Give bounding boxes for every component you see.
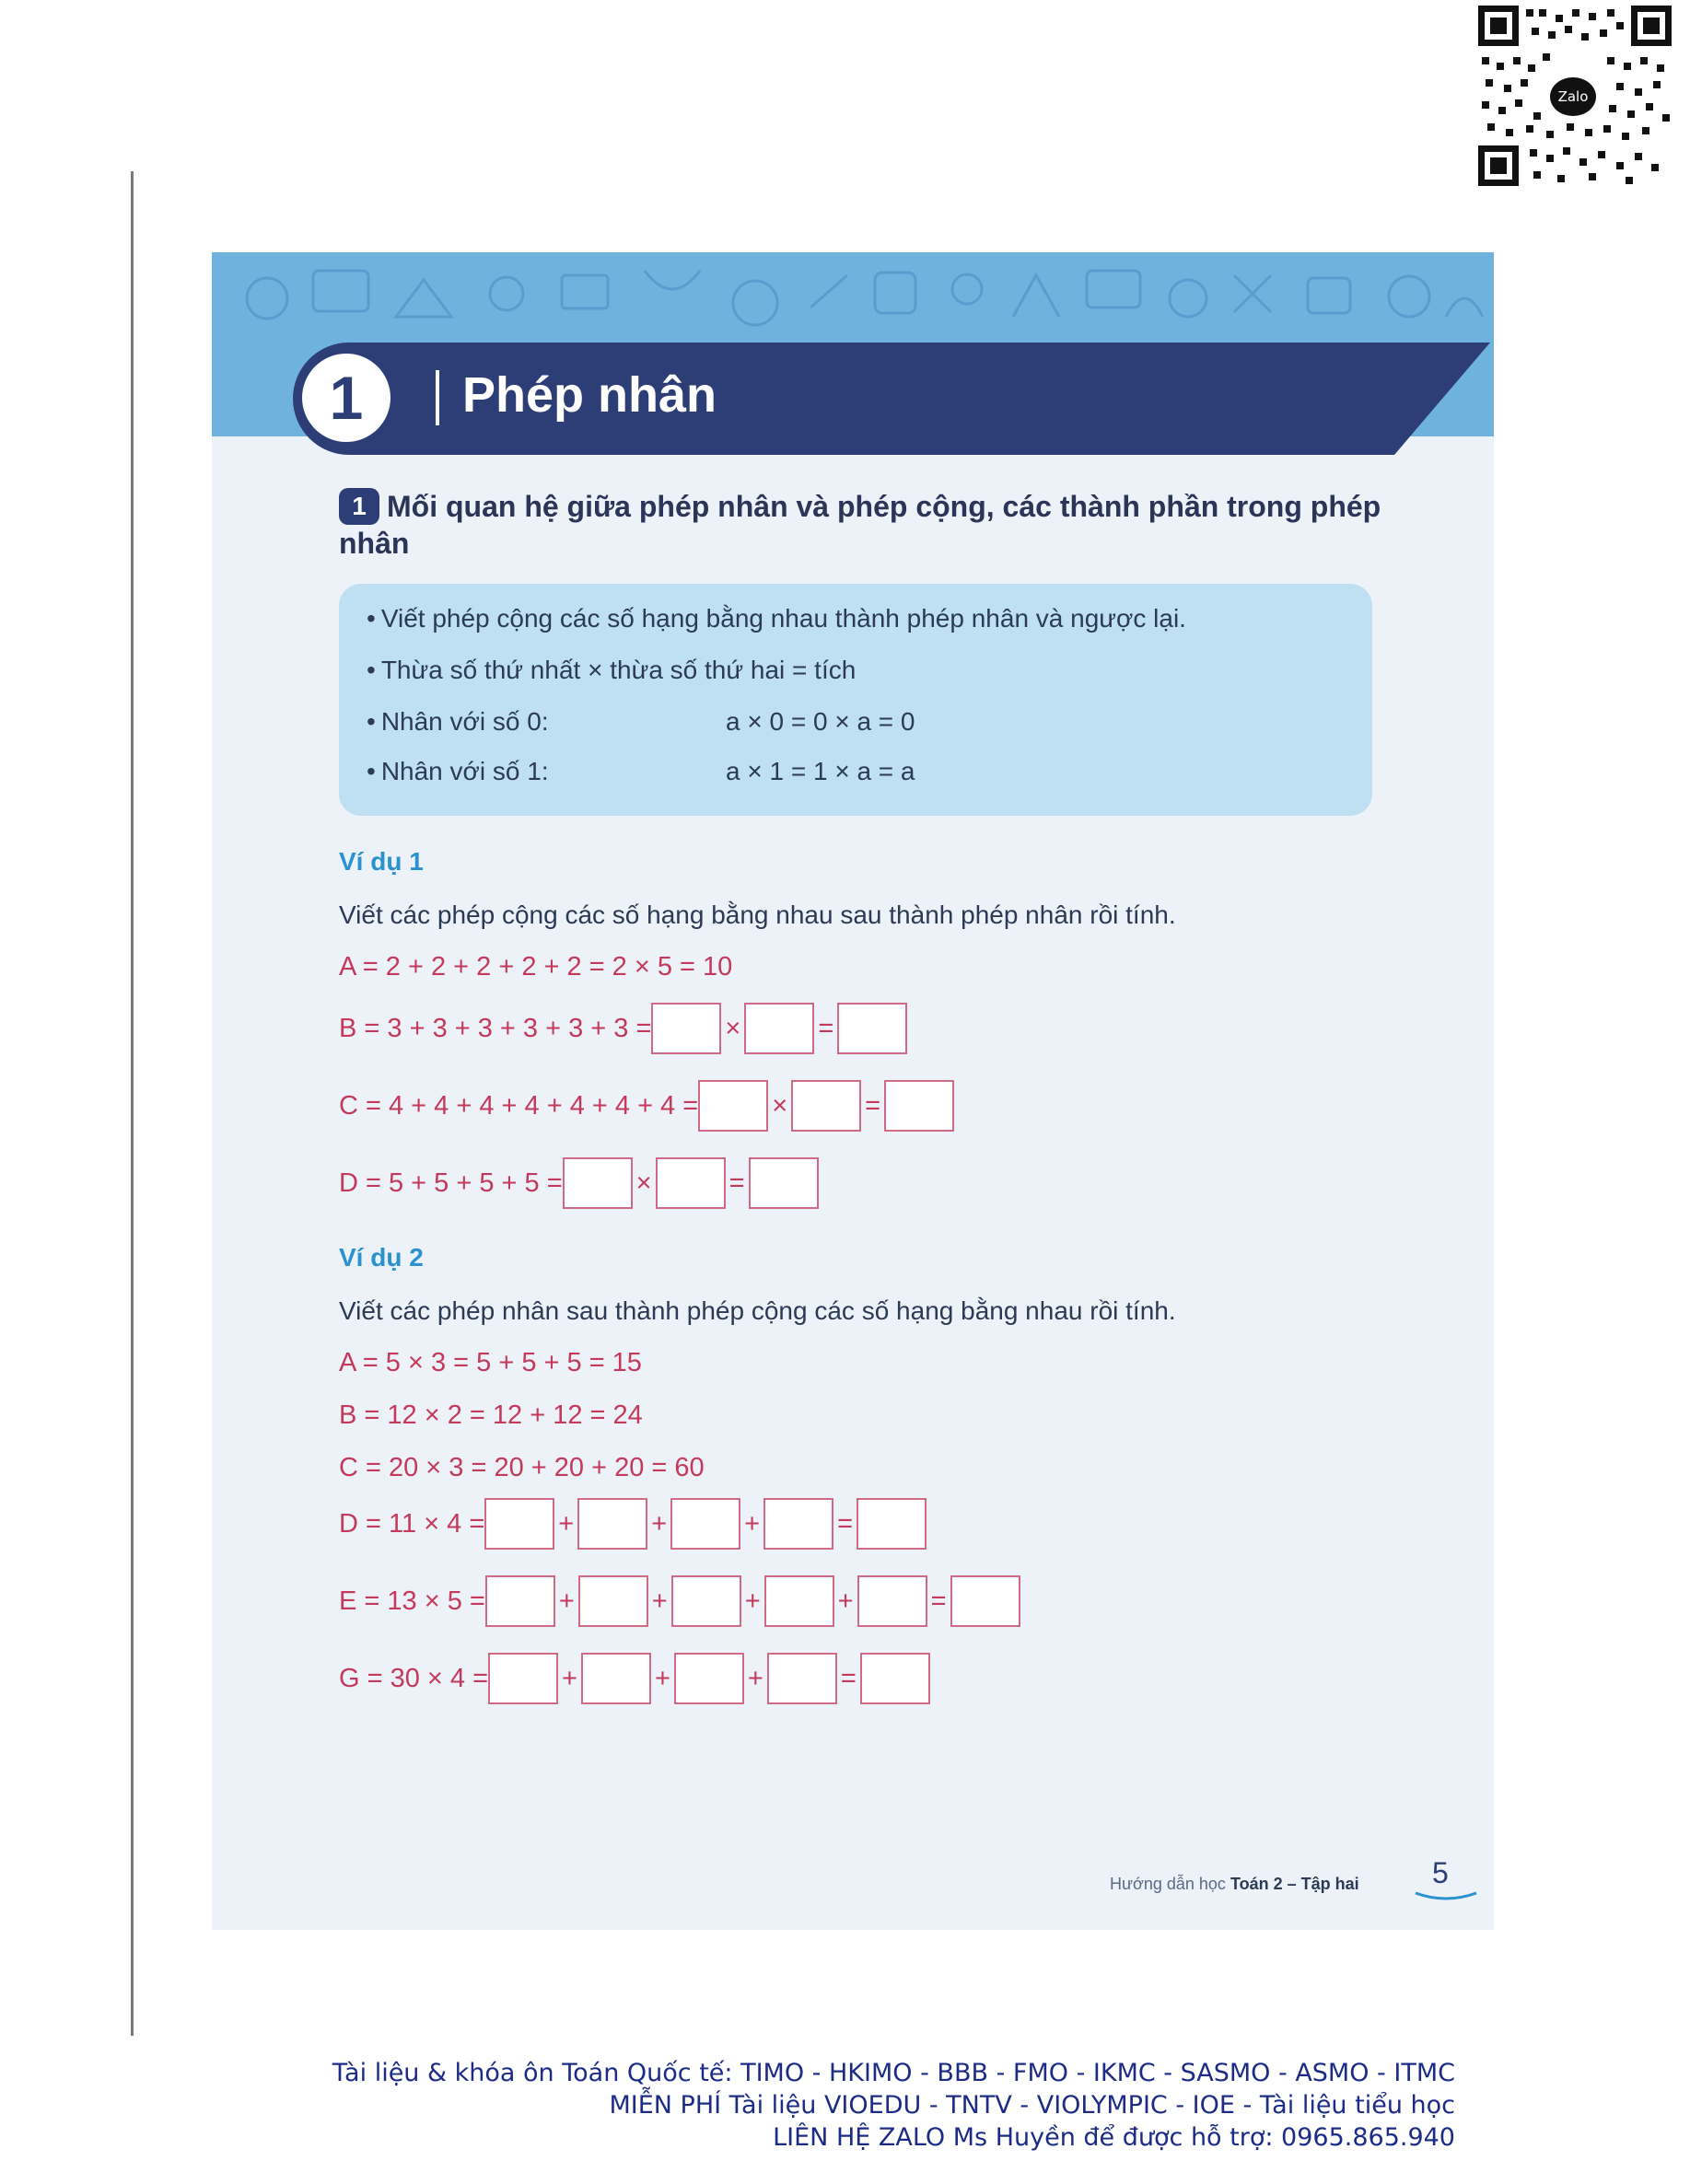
theory-formula: a × 1 = 1 × a = a: [726, 757, 915, 785]
answer-box[interactable]: [656, 1157, 726, 1209]
qr-code: [1478, 6, 1672, 186]
answer-box[interactable]: [698, 1080, 768, 1132]
example-2-solved-c: C = 20 × 3 = 20 + 20 + 20 = 60: [339, 1453, 705, 1482]
example-1-instruction: Viết các phép cộng các số hạng bằng nhau sau thành phép nhân rồi tính.: [339, 900, 1176, 929]
answer-box[interactable]: [670, 1498, 740, 1550]
answer-box[interactable]: [674, 1653, 744, 1704]
answer-box[interactable]: [857, 1498, 927, 1550]
example-1-row-b: B = 3 + 3 + 3 + 3 + 3 + 3 = × =: [339, 1002, 907, 1055]
chapter-number: 1: [302, 354, 390, 442]
section-title: Mối quan hệ giữa phép nhân và phép cộng, các thành phần trong phép nhân: [339, 490, 1381, 560]
example-2-title: Ví dụ 2: [339, 1243, 424, 1272]
answer-box[interactable]: [763, 1498, 833, 1550]
answer-box[interactable]: [651, 1003, 721, 1054]
answer-box[interactable]: [857, 1575, 927, 1627]
answer-box[interactable]: [578, 1575, 648, 1627]
section-heading: [339, 488, 1426, 562]
theory-item: • Thừa số thứ nhất × thừa số thứ hai = tích: [367, 656, 857, 684]
answer-box[interactable]: [837, 1003, 907, 1054]
page-number: 5: [1432, 1856, 1449, 1889]
answer-box[interactable]: [485, 1575, 555, 1627]
answer-box[interactable]: [488, 1653, 558, 1704]
answer-box[interactable]: [671, 1575, 741, 1627]
answer-box[interactable]: [484, 1498, 554, 1550]
example-2-row-e: E = 13 × 5 = + + + + =: [339, 1574, 1020, 1628]
theory-item: • Viết phép cộng các số hạng bằng nhau thành phép nhân và ngược lại.: [367, 604, 1186, 633]
page-footer: Hướng dẫn học Toán 2 – Tập hai: [1110, 1875, 1359, 1893]
answer-box[interactable]: [791, 1080, 861, 1132]
theory-item: • Nhân với số 1: a × 1 = 1 × a = a: [367, 757, 915, 785]
example-1-row-d: D = 5 + 5 + 5 + 5 = × =: [339, 1156, 819, 1210]
answer-box[interactable]: [884, 1080, 954, 1132]
example-2-instruction: Viết các phép nhân sau thành phép cộng các số hạng bằng nhau rồi tính.: [339, 1296, 1176, 1325]
example-2-row-d: D = 11 × 4 = + + + =: [339, 1497, 927, 1551]
promo-line-2: MIỄN PHÍ Tài liệu VIOEDU - TNTV - VIOLYMPIC - IOE - Tài liệu tiểu học: [609, 2091, 1455, 2120]
title-separator: [436, 370, 439, 425]
answer-box[interactable]: [950, 1575, 1020, 1627]
chapter-title: Phép nhân: [462, 367, 717, 423]
answer-box[interactable]: [860, 1653, 930, 1704]
section-number-badge: 1: [339, 488, 379, 525]
example-2-solved-b: B = 12 × 2 = 12 + 12 = 24: [339, 1400, 643, 1430]
example-2-solved-a: A = 5 × 3 = 5 + 5 + 5 = 15: [339, 1348, 642, 1377]
answer-box[interactable]: [581, 1653, 651, 1704]
scan-border-line: [131, 171, 134, 2036]
example-2-row-g: G = 30 × 4 = + + + =: [339, 1652, 930, 1705]
page-number-swoosh: [1414, 1889, 1478, 1902]
answer-box[interactable]: [767, 1653, 837, 1704]
answer-box[interactable]: [749, 1157, 819, 1209]
answer-box[interactable]: [764, 1575, 834, 1627]
zalo-logo: Zalo: [1550, 77, 1596, 116]
answer-box[interactable]: [577, 1498, 647, 1550]
promo-line-3: LIÊN HỆ ZALO Ms Huyền để được hỗ trợ: 0965.865.940: [773, 2123, 1455, 2152]
theory-formula: a × 0 = 0 × a = 0: [726, 707, 915, 736]
example-1-row-c: C = 4 + 4 + 4 + 4 + 4 + 4 + 4 = × =: [339, 1079, 954, 1133]
theory-box: [339, 584, 1372, 816]
theory-item: • Nhân với số 0: a × 0 = 0 × a = 0: [367, 707, 915, 736]
book-page: [212, 252, 1494, 1930]
example-1-solved: A = 2 + 2 + 2 + 2 + 2 = 2 × 5 = 10: [339, 952, 733, 982]
example-1-title: Ví dụ 1: [339, 847, 424, 876]
answer-box[interactable]: [563, 1157, 633, 1209]
answer-box[interactable]: [744, 1003, 814, 1054]
promo-line-1: Tài liệu & khóa ôn Toán Quốc tế: TIMO - HKIMO - BBB - FMO - IKMC - SASMO - ASMO - ITMC: [332, 2059, 1455, 2087]
